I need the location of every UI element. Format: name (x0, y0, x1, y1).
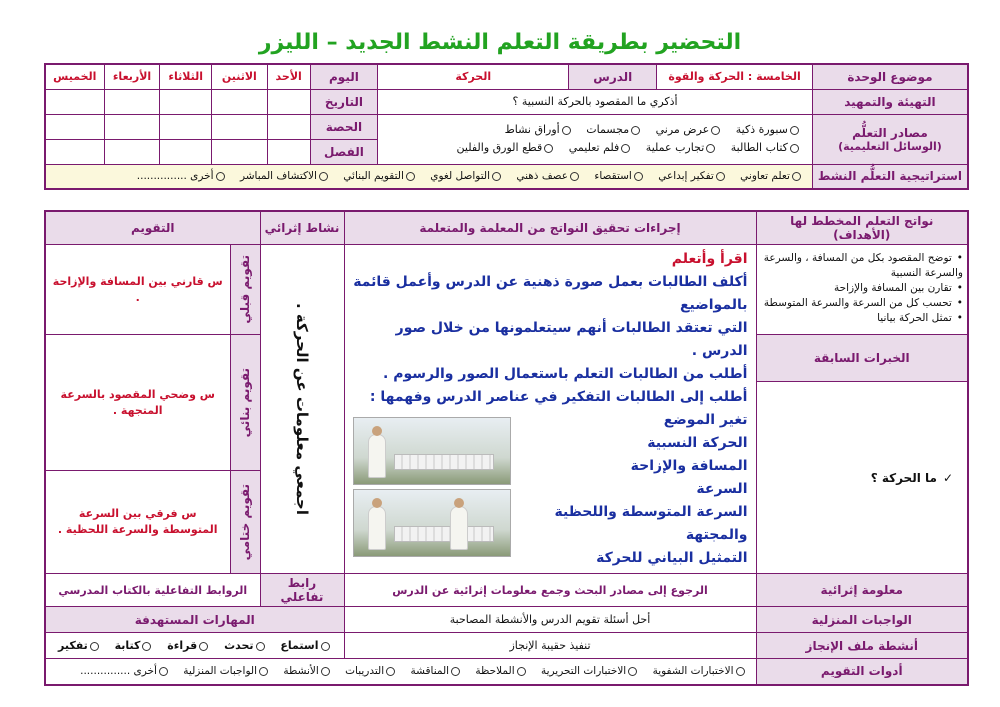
main-table (44, 210, 969, 686)
eval-label: تقويم قبلي (238, 255, 252, 324)
skills-label: المهارات المستهدفة (45, 607, 344, 633)
date-cell[interactable] (160, 89, 212, 114)
objective-item: • تقارن بين المسافة والإزاحة (761, 281, 964, 296)
lesson-value: الحركة (378, 64, 569, 89)
lesson-topic: تغير الموضع (663, 412, 748, 428)
lesson-head: اقرأ وأتعلم (671, 251, 748, 267)
lesson-line: أطلب إلى الطالبات التفكير في عناصر الدرس وفهمها : (369, 389, 748, 405)
objective-item: • تحسب كل من السرعة والسرعة المتوسطة (761, 296, 964, 311)
sources-label-cell (812, 114, 968, 164)
period-label: الحصة (310, 114, 378, 139)
tool-option[interactable]: الاختبارات التحريرية (541, 665, 639, 677)
day-tue: الثلاثاء (160, 64, 212, 89)
source-option[interactable]: تجارب عملية (646, 139, 717, 157)
lesson-photos (353, 415, 511, 570)
class-cell[interactable] (160, 139, 212, 164)
tools-label: أدوات التقويم (756, 659, 968, 685)
evaluation-header: التقويم (45, 211, 260, 245)
header-table (44, 63, 969, 190)
page-title: التحضير بطريقة التعلم النشط الجديد – الليزر (258, 30, 742, 55)
homework-value: أحل أسئلة تقويم الدرس والأنشطة المصاحبة (344, 607, 756, 633)
objectives-cell (756, 245, 968, 335)
activity-cell (260, 245, 344, 574)
objective-item: • تمثل الحركة بيانيا (761, 311, 964, 326)
lesson-topic: التمثيل البياني للحركة (596, 550, 748, 566)
lesson-label: الدرس (569, 64, 657, 89)
tool-option[interactable]: الاختبارات الشفوية (653, 665, 747, 677)
skill-option[interactable]: قراءة (167, 639, 210, 652)
day-thu: الخميس (45, 64, 104, 89)
eval-item: س وضحي المقصود بالسرعة المتجهة . (45, 335, 230, 471)
class-cell[interactable] (45, 139, 104, 164)
day-label: اليوم (310, 64, 378, 89)
link-value[interactable]: الروابط التفاعلية بالكتاب المدرسي (45, 574, 260, 607)
eval-label: تقويم ختامي (238, 483, 252, 561)
lesson-line: أطلب من الطالبات التعلم باستعمال الصور والرسوم . (383, 366, 748, 382)
enrich-label: معلومة إثرائية (756, 574, 968, 607)
eval-label-cell (230, 335, 260, 471)
lesson-photo-2 (353, 489, 511, 557)
strategy-option[interactable]: التواصل لغوي (430, 170, 503, 182)
sources-label: مصادر التعلُّم (852, 125, 928, 140)
strategy-option[interactable]: تفكير إبداعي (658, 170, 727, 182)
procedures-cell (344, 245, 756, 574)
source-option[interactable]: كتاب الطالبة (731, 139, 801, 157)
tool-option[interactable]: الواجبات المنزلية (183, 665, 270, 677)
activity-text: اجمعي معلومات عن الحركة . (293, 303, 311, 515)
tool-option[interactable]: المناقشة (411, 665, 463, 677)
period-cell[interactable] (45, 114, 104, 139)
prior-header: الخبرات السابقة (756, 335, 968, 382)
strategy-option[interactable]: الاكتشاف المباشر (240, 170, 330, 182)
date-cell[interactable] (267, 89, 310, 114)
tool-option[interactable]: أخرى ............... (80, 665, 170, 677)
enrich-value: الرجوع إلى مصادر البحث وجمع معلومات إثرائية عن الدرس (344, 574, 756, 607)
class-label: الفصل (310, 139, 378, 164)
strategy-option[interactable]: استقصاء (594, 170, 644, 182)
eval-label: تقويم بنائي (238, 367, 252, 438)
day-sun: الأحد (267, 64, 310, 89)
class-cell[interactable] (104, 139, 160, 164)
objectives-header: نواتج التعلم المخطط لها (الأهداف) (756, 211, 968, 245)
prior-cell: ✓ما الحركة ؟ (756, 382, 968, 574)
period-cell[interactable] (104, 114, 160, 139)
eval-item: س قارني بين المسافة والإزاحة . (45, 245, 230, 335)
skill-option[interactable]: كتابة (115, 639, 154, 652)
lesson-photo-1 (353, 417, 511, 485)
date-label: التاريخ (310, 89, 378, 114)
strategy-option[interactable]: تعلم تعاوني (740, 170, 803, 182)
period-cell[interactable] (211, 114, 267, 139)
intro-value: أذكري ما المقصود بالحركة النسبية ؟ (378, 89, 813, 114)
tool-option[interactable]: التدريبات (345, 665, 397, 677)
source-option[interactable]: فلم تعليمي (569, 139, 633, 157)
lesson-topic: السرعة المتوسطة واللحظية والمجتهة (554, 504, 748, 543)
sources-sub: (الوسائل التعليمية) (838, 139, 942, 153)
strategy-option[interactable]: أخرى ............... (137, 170, 227, 182)
class-cell[interactable] (267, 139, 310, 164)
skill-option[interactable]: تفكير (58, 639, 101, 652)
strategy-label: استراتيجية التعلُّم النشط (812, 164, 968, 189)
sources-options (378, 114, 813, 164)
skill-option[interactable]: استماع (280, 639, 331, 652)
unit-label: موضوع الوحدة (812, 64, 968, 89)
link-label: رابط تفاعلي (260, 574, 344, 607)
date-cell[interactable] (45, 89, 104, 114)
day-wed: الأربعاء (104, 64, 160, 89)
tool-option[interactable]: الملاحظة (475, 665, 527, 677)
prior-item: ما الحركة ؟ (870, 470, 937, 485)
source-option[interactable]: عرض مرني (656, 121, 723, 139)
period-cell[interactable] (267, 114, 310, 139)
source-option[interactable]: قطع الورق والفلين (457, 139, 556, 157)
source-option[interactable]: سبورة ذكية (736, 121, 801, 139)
lesson-topic: المسافة والإزاحة (630, 458, 748, 474)
lesson-topic: الحركة النسبية (647, 435, 748, 451)
tool-option[interactable]: الأنشطة (283, 665, 331, 677)
tools-options (45, 659, 756, 685)
source-option[interactable]: مجسمات (586, 121, 642, 139)
lesson-line: التي تعتقد الطالبات أنهم سيتعلمونها من خلال صور الدرس . (395, 320, 748, 359)
objective-item: • توضح المقصود بكل من المسافة ، والسرعة والسرعة النسبية (761, 251, 964, 281)
period-cell[interactable] (160, 114, 212, 139)
class-cell[interactable] (211, 139, 267, 164)
intro-label: التهيئة والتمهيد (812, 89, 968, 114)
strategy-options (45, 164, 812, 189)
portfolio-label: أنشطة ملف الإنجاز (756, 633, 968, 659)
lesson-topic: السرعة (696, 481, 748, 497)
unit-value: الخامسة : الحركة والقوة (657, 64, 813, 89)
skills-options (45, 633, 344, 659)
strategy-option[interactable]: عصف ذهني (516, 170, 581, 182)
portfolio-value: تنفيذ حقيبة الإنجاز (344, 633, 756, 659)
activity-header: نشاط إثرائي (260, 211, 344, 245)
homework-label: الواجبات المنزلية (756, 607, 968, 633)
procedures-header: إجراءات تحقيق النواتج من المعلمة والمتعلمة (344, 211, 756, 245)
day-mon: الاثنين (211, 64, 267, 89)
strategy-option[interactable]: التقويم البنائي (343, 170, 417, 182)
date-cell[interactable] (104, 89, 160, 114)
eval-item: س فرقي بين السرعة المتوسطة والسرعة اللحظية . (45, 471, 230, 574)
eval-label-cell (230, 245, 260, 335)
date-cell[interactable] (211, 89, 267, 114)
skill-option[interactable]: تحدث (224, 639, 266, 652)
source-option[interactable]: أوراق نشاط (505, 121, 573, 139)
lesson-line: أكلف الطالبات بعمل صورة ذهنية عن الدرس وأعمل قائمة بالمواضيع (353, 274, 748, 313)
eval-label-cell (230, 471, 260, 574)
